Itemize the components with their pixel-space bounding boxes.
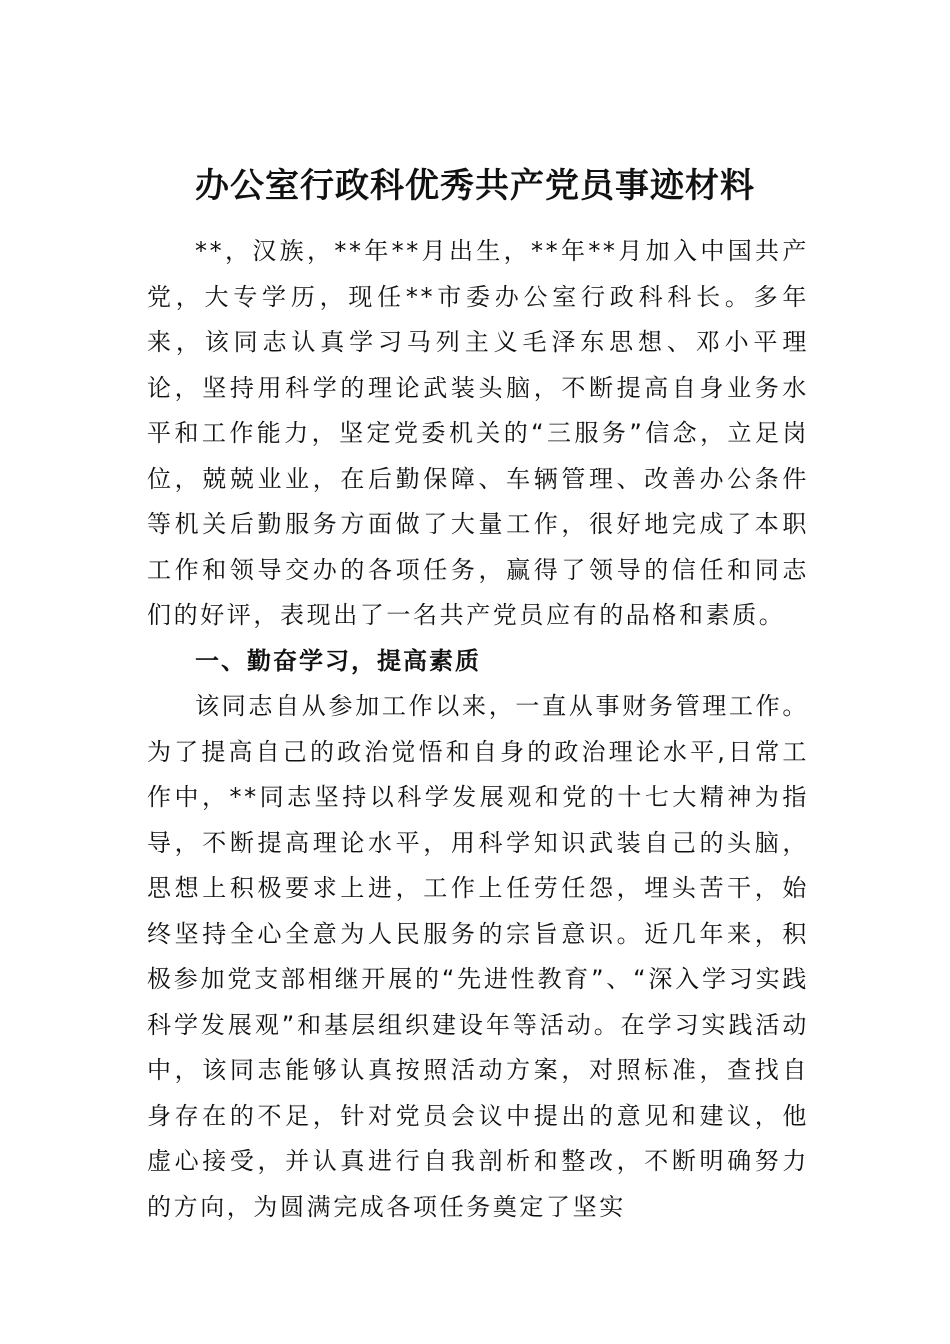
document-body — [147, 229, 809, 1230]
section-paragraph: 该同志自从参加工作以来，一直从事财务管理工作。为了提高自己的政治觉悟和自身的政治理论水平,日常工作中，**同志坚持以科学发展观和党的十七大精神为指导，不断提高理论水平，用科学知识武装自己的头脑，思想上积极要求上进，工作上任劳任怨，埋头苦干，始终坚持全心全意为人民服务的宗旨意识。近几年来，积极参加党支部相继开展的“先进性教育”、“深入学习实践科学发展观”和基层组织建设年等活动。在学习实践活动中，该同志能够认真按照活动方案，对照标准，查找自身存在的不足，针对党员会议中提出的意见和建议，他虚心接受，并认真进行自我剖析和整改，不断明确努力的方向，为圆满完成各项任务奠定了坚实 — [147, 692, 809, 1221]
section-heading: 一、勤奋学习，提高素质 — [195, 646, 481, 675]
document-title: 办公室行政科优秀共产党员事迹材料 — [195, 166, 755, 206]
intro-paragraph: **，汉族，**年**月出生，**年**月加入中国共产党，大专学历，现任**市委办公室行政科科长。多年来，该同志认真学习马列主义毛泽东思想、邓小平理论，坚持用科学的理论武装头脑，不断提高自身业务水平和工作能力，坚定党委机关的“三服务”信念，立足岗位，兢兢业业，在后勤保障、车辆管理、改善办公条件等机关后勤服务方面做了大量工作，很好地完成了本职工作和领导交办的各项任务，赢得了领导的信任和同志们的好评，表现出了一名共产党员应有的品格和素质。 — [147, 237, 809, 629]
